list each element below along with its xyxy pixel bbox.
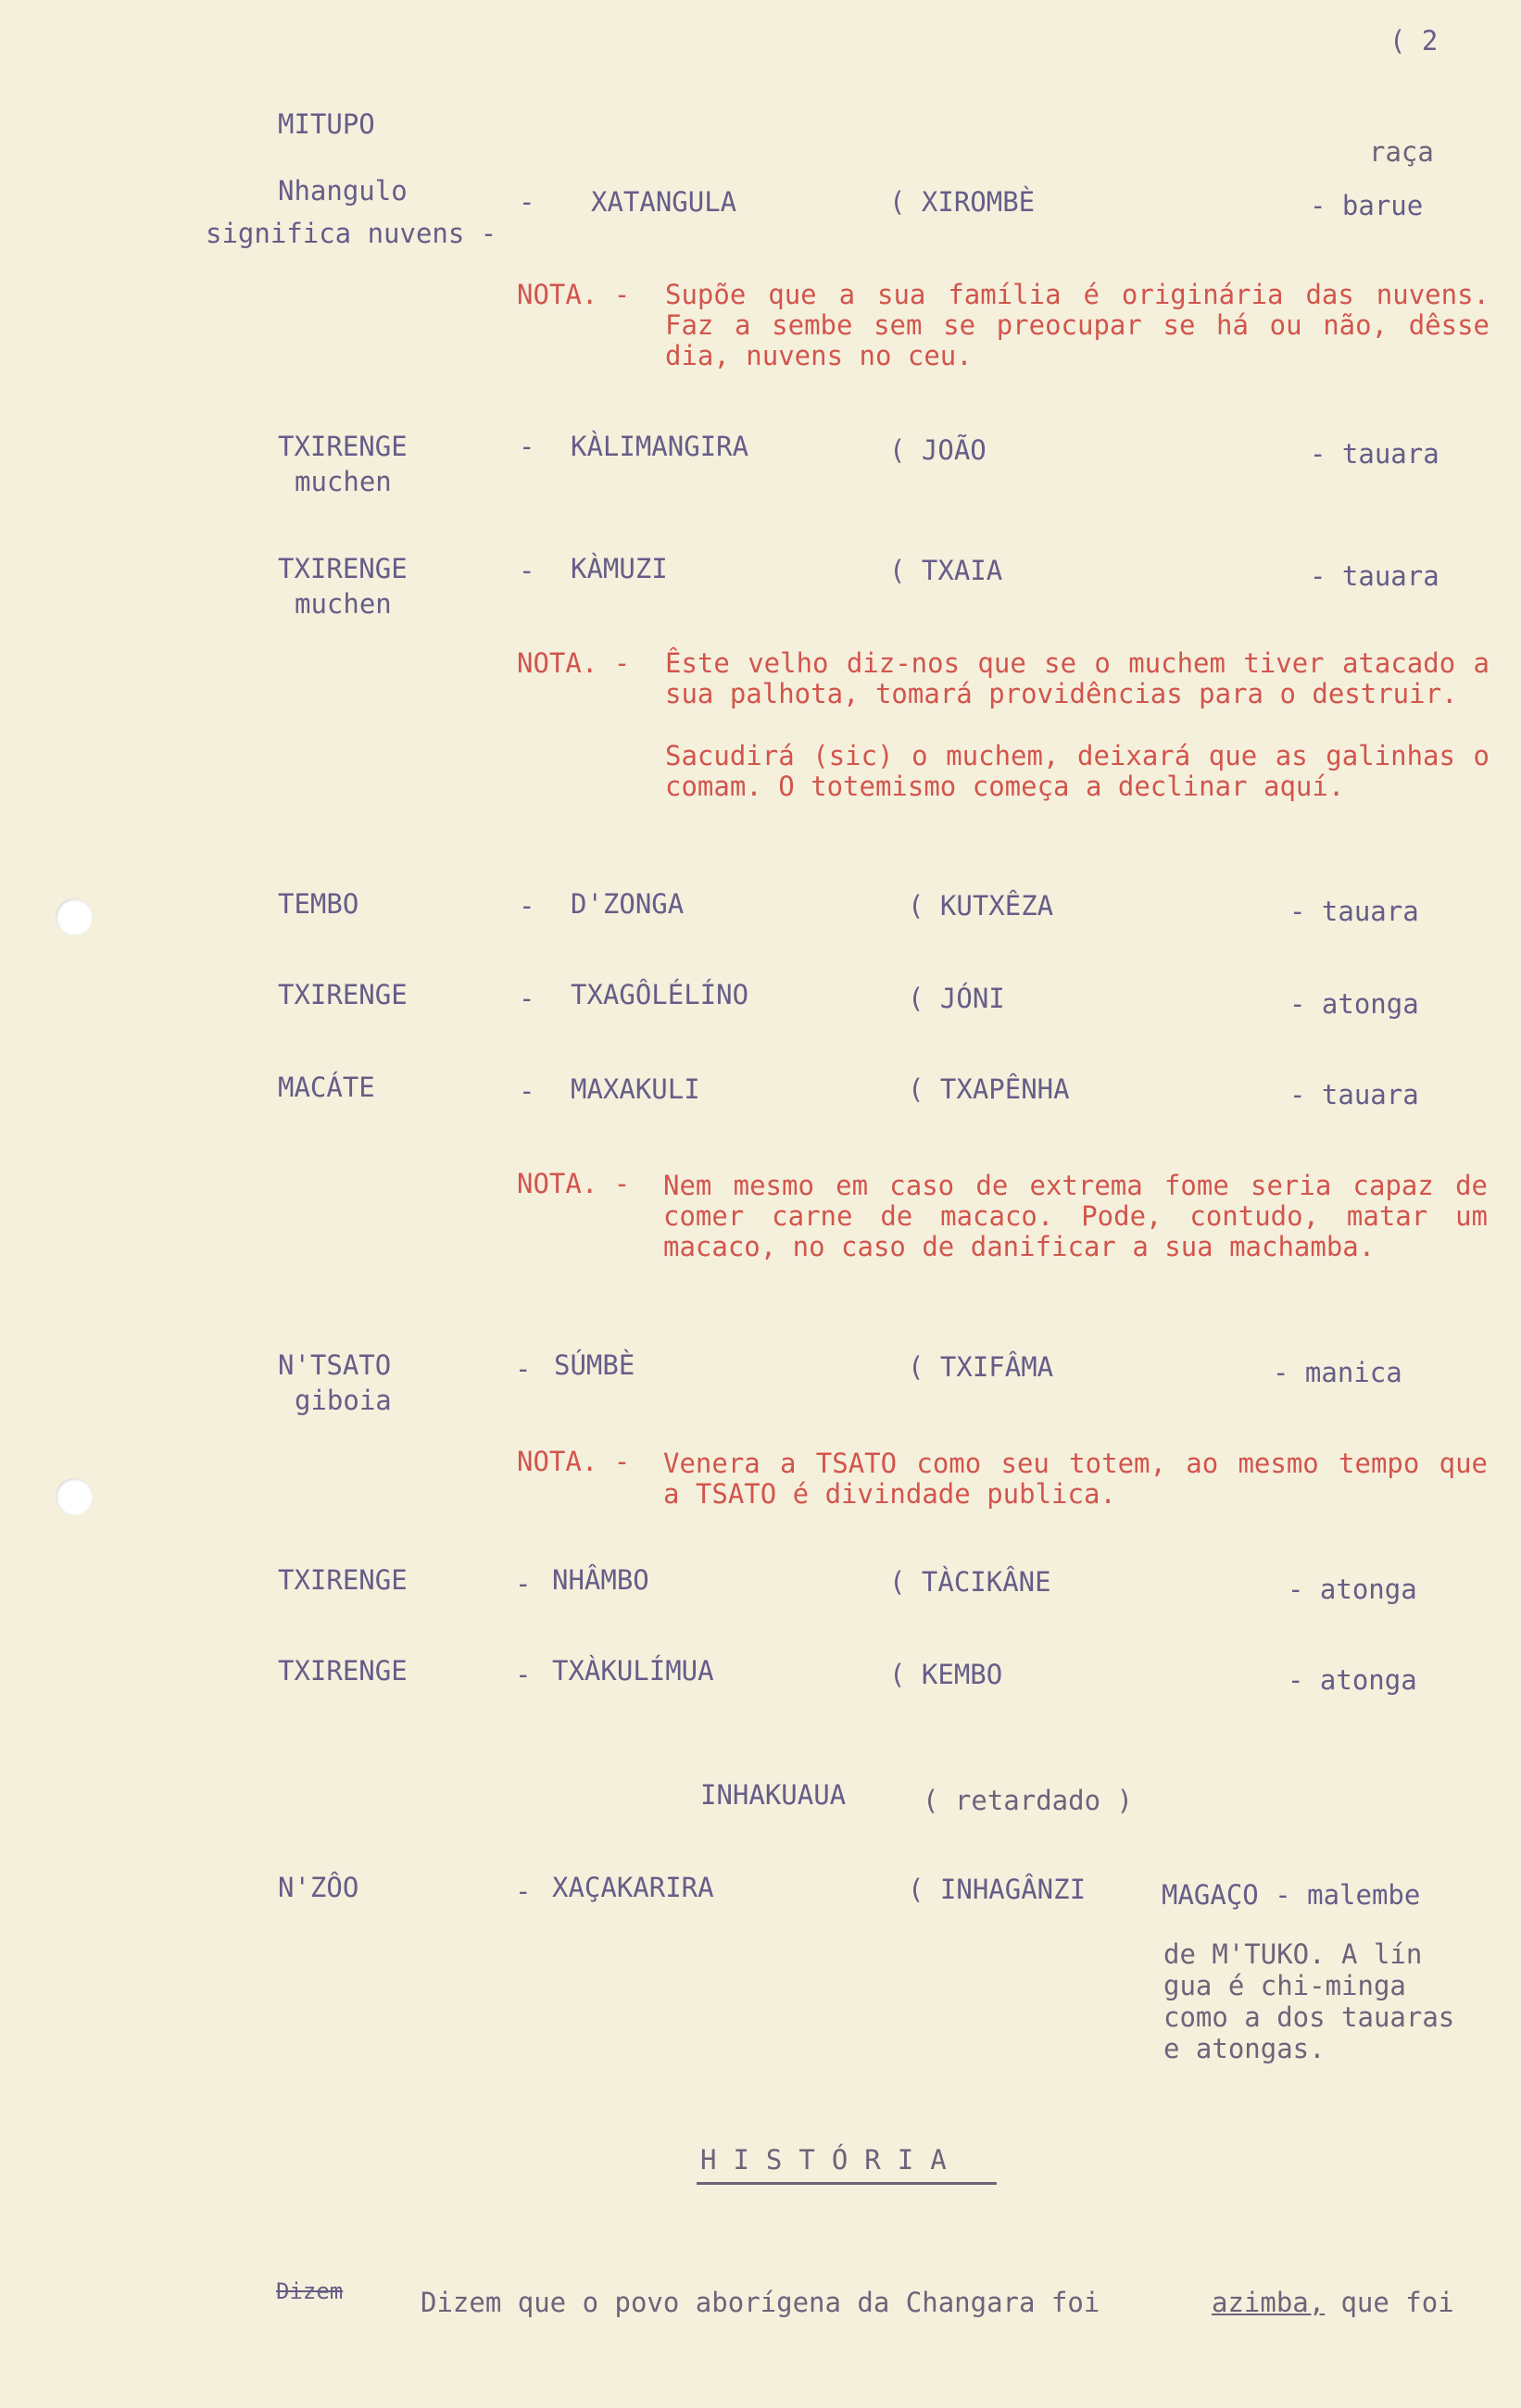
entry-sub: muchen [295, 466, 392, 497]
history-line-end: que foi [1325, 2287, 1454, 2318]
entry-paren: ( XIROMBÈ [889, 186, 1036, 218]
section-title: INHAKUAUA [700, 1779, 847, 1811]
note-text: Nem mesmo em caso de extrema fome seria capaz de comer carne de macaco. Pode, contudo, matar um macaco, no caso de danificar a sua machamba. [663, 1170, 1488, 1262]
note-text: Venera a TSATO como seu totem, ao mesmo tempo que a TSATO é divindade publica. [663, 1448, 1488, 1510]
entry-paren: ( KUTXÊZA [908, 890, 1054, 922]
entry-paren: ( KEMBO [889, 1659, 1003, 1690]
entry-race: - atonga [1289, 988, 1419, 1020]
struck-word: Dizem [276, 2278, 344, 2304]
entry-name: TXIRENGE [278, 1655, 408, 1687]
note-text-continued: Sacudirá (sic) o muchem, deixará que as galinhas o comam. O totemismo começa a declinar aquí. [665, 740, 1490, 802]
entry-race: - atonga [1288, 1664, 1417, 1696]
note-text: Supõe que a sua família é originária das nuvens. Faz a sembe sem se preocupar se há ou não, dêsse dia, nuvens no ceu. [665, 279, 1490, 371]
entry-chief: TXAGÔLÉLÍNO [571, 979, 749, 1010]
entry-paren: ( TXIFÂMA [908, 1351, 1054, 1383]
entry-name: TXIRENGE [278, 979, 408, 1010]
entry-race: - tauara [1289, 1079, 1419, 1110]
history-line-start: Dizem que o povo aborígena da Changara foi [421, 2287, 1116, 2318]
entry-race: - tauara [1289, 896, 1419, 927]
entry-paren: ( TXAPÊNHA [908, 1073, 1070, 1105]
raca-heading: raça [1369, 136, 1434, 168]
side-note-line: e atongas. [1163, 2033, 1326, 2064]
entry-name: TXIRENGE [278, 431, 408, 462]
entry-paren: ( JÓNI [908, 983, 1005, 1014]
entry-name: N'TSATO [278, 1349, 392, 1381]
entry-race: - manica [1273, 1357, 1402, 1388]
entry-dash: - [519, 555, 535, 586]
entry-dash: - [515, 1875, 532, 1907]
page-number: ( 2 [1389, 25, 1439, 56]
history-underlined-word: azimba, [1212, 2287, 1326, 2318]
entry-dash: - [519, 1075, 535, 1107]
entry-dash: - [519, 890, 535, 922]
entry-name: TXIRENGE [278, 553, 408, 584]
entry-sub: giboia [295, 1385, 392, 1416]
entry-name: N'ZÔO [278, 1872, 359, 1903]
note-text: Êste velho diz-nos que se o muchem tiver atacado a sua palhota, tomará providências para o destruir. [665, 647, 1490, 709]
entry-paren: ( TXAIA [889, 555, 1003, 586]
entry-paren: ( TÀCIKÂNE [889, 1566, 1051, 1598]
note-label: NOTA. - [517, 1446, 631, 1477]
entry-sub: muchen [295, 588, 392, 620]
side-note-line: gua é chi-minga [1163, 1970, 1406, 2001]
entry-name: TXIRENGE [278, 1564, 408, 1596]
entry-name: MACÁTE [278, 1072, 375, 1103]
entry-race: - barue [1310, 190, 1424, 221]
entry-name: Nhangulo [278, 175, 408, 207]
note-label: NOTA. - [517, 1168, 631, 1199]
entry-dash: - [519, 186, 535, 218]
entry-dash: - [515, 1659, 532, 1690]
entry-dash: - [519, 431, 535, 462]
entry-chief: NHÂMBO [552, 1564, 649, 1596]
entry-race: - atonga [1288, 1574, 1417, 1605]
entry-chief: KÀMUZI [571, 553, 668, 584]
side-note-line: como a dos tauaras [1163, 2001, 1455, 2033]
punch-hole-bottom [56, 1478, 93, 1515]
entry-dash: - [519, 983, 535, 1014]
entry-dash: - [515, 1353, 532, 1385]
entry-paren: ( JOÃO [889, 434, 987, 466]
entry-paren: ( INHAGÂNZI [908, 1874, 1087, 1905]
entry-chief: XATANGULA [591, 186, 737, 218]
entry-name: TEMBO [278, 888, 359, 920]
entry-chief: TXÀKULÍMUA [552, 1655, 714, 1687]
entry-chief: MAXAKULI [571, 1073, 700, 1105]
entry-chief: SÚMBÈ [554, 1349, 635, 1381]
entry-race: - tauara [1310, 438, 1439, 470]
entry-chief: KÀLIMANGIRA [571, 431, 749, 462]
side-note-line: de M'TUKO. A lín [1163, 1938, 1423, 1970]
note-label: NOTA. - [517, 279, 631, 310]
mitupo-heading: MITUPO [278, 108, 375, 140]
entry-sub: significa nuvens - [206, 218, 497, 249]
entry-chief: D'ZONGA [571, 888, 685, 920]
section-subtitle: ( retardado ) [923, 1785, 1133, 1816]
punch-hole-top [56, 898, 93, 935]
entry-race: MAGAÇO - malembe [1162, 1879, 1421, 1911]
history-heading: HISTÓRIA [700, 2144, 963, 2176]
entry-dash: - [515, 1568, 532, 1599]
entry-race: - tauara [1310, 560, 1439, 592]
note-label: NOTA. - [517, 647, 631, 679]
history-heading-underline [697, 2182, 997, 2185]
entry-chief: XAÇAKARIRA [552, 1872, 714, 1903]
